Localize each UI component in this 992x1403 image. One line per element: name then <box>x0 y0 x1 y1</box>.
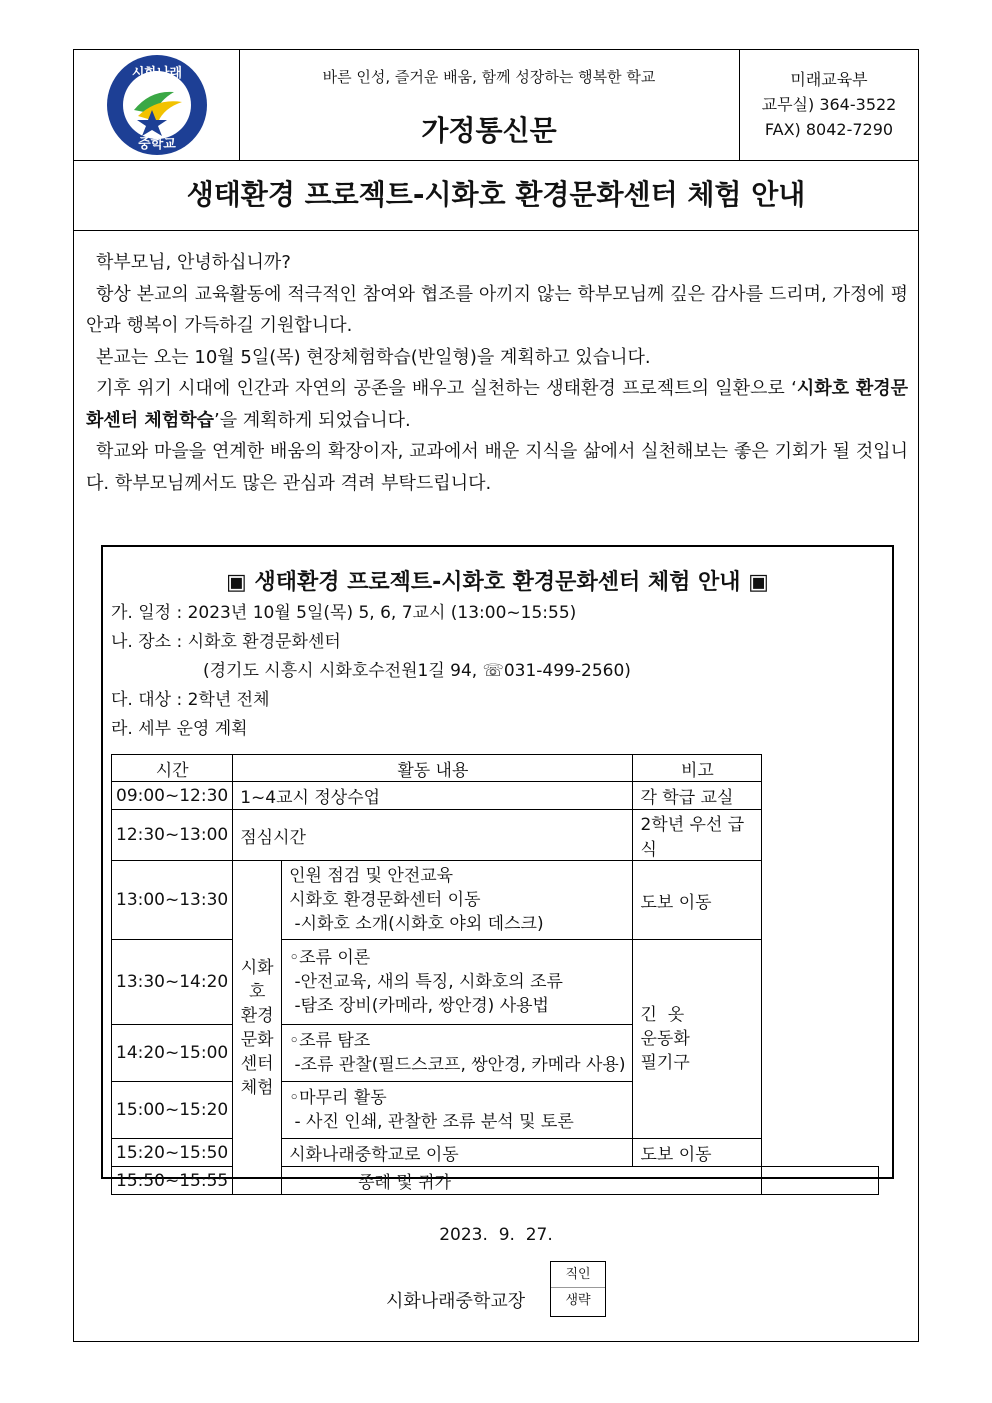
header-note: 비고 <box>633 755 762 782</box>
table-row <box>112 861 879 940</box>
activity-line: ◦조류 이론 <box>289 948 371 968</box>
text-span: ’을 계획하게 되었습니다. <box>213 409 411 431</box>
activity-cell <box>282 1025 633 1082</box>
note-cell <box>633 940 762 1139</box>
official-stamp-box <box>550 1261 606 1317</box>
table-row <box>112 810 879 861</box>
letter-date: 2023. 9. 27. <box>439 1225 553 1245</box>
logo-top-text: 시화나래 <box>131 66 183 81</box>
info-box <box>101 545 894 1193</box>
info-list <box>111 599 892 744</box>
schedule-table <box>111 754 879 1195</box>
body-paragraph: 본교는 오는 10월 5일(목) 현장체험학습(반일형)을 계획하고 있습니다. <box>96 346 651 368</box>
category-line: 문화 <box>240 1029 274 1050</box>
category-line: 시화호 <box>240 957 274 1002</box>
contact-cell <box>740 50 918 160</box>
document-page <box>73 49 919 1342</box>
header-time: 시간 <box>112 755 233 782</box>
note-cell: 도보 이동 <box>633 1139 762 1167</box>
school-motto: 바른 인성, 즐거운 배움, 함께 성장하는 행복한 학교 <box>322 68 656 86</box>
activity-line: 인원 점검 및 안전교육 <box>289 866 454 886</box>
note-line: 긴 옷 <box>640 1005 685 1025</box>
category-line: 환경 <box>240 1005 274 1026</box>
table-header-row <box>112 755 879 782</box>
table-row <box>112 1139 879 1167</box>
table-row <box>112 782 879 810</box>
time-cell: 15:50~15:55 <box>112 1167 233 1195</box>
activity-cell: 점심시간 <box>233 810 633 861</box>
note-cell <box>762 1167 879 1195</box>
activity-cell <box>282 940 633 1025</box>
activity-cell: 시화나래중학교로 이동 <box>282 1139 633 1167</box>
school-logo <box>102 50 212 160</box>
greeting: 학부모님, 안녕하십니까? <box>96 252 291 273</box>
schedule-line: 가. 일정 : 2023년 10월 5일(목) 5, 6, 7교시 (13:00~15:55) <box>111 603 577 623</box>
logo-cell <box>74 50 240 160</box>
note-cell: 각 학급 교실 <box>633 782 762 810</box>
table-row <box>112 940 879 1025</box>
text-span: 기후 위기 시대에 인간과 자연의 공존을 배우고 실천하는 생태환경 프로젝트의 일환으로 ‘ <box>96 378 797 399</box>
note-line: 운동화 <box>640 1029 690 1049</box>
body-paragraph: 항상 본교의 교육활동에 적극적인 참여와 협조를 아끼지 않는 학부모님께 깊은 감사를 드리며, 가정에 평안과 행복이 가득하길 기원합니다. <box>86 283 908 336</box>
note-cell: 2학년 우선 급식 <box>633 810 762 861</box>
activity-line: ◦조류 탐조 <box>289 1031 371 1051</box>
category-line: 체험 <box>240 1077 274 1098</box>
table-row <box>112 1025 879 1082</box>
time-cell: 15:00~15:20 <box>112 1082 233 1139</box>
body-paragraph: 학교와 마을을 연계한 배움의 확장이자, 교과에서 배운 지식을 삶에서 실천해보는 좋은 기회가 될 것입니다. 학부모님께서도 많은 관심과 격려 부탁드립니다. <box>86 441 908 494</box>
paper-title: 가정통신문 <box>421 114 557 147</box>
letter-header <box>74 50 918 161</box>
activity-cell: 종례 및 귀가 <box>282 1167 762 1195</box>
activity-line: - 사진 인쇄, 관찰한 조류 분석 및 토론 <box>289 1112 574 1132</box>
emphasis-text: 시화호 환경문화센터 체험학습 <box>86 378 908 431</box>
letter-body <box>86 247 908 499</box>
activity-line: -탐조 장비(카메라, 쌍안경) 사용법 <box>289 996 549 1016</box>
plan-line: 라. 세부 운영 계획 <box>111 719 248 739</box>
category-cell <box>233 861 282 1195</box>
time-cell: 12:30~13:00 <box>112 810 233 861</box>
body-paragraph <box>86 373 908 436</box>
time-cell: 09:00~12:30 <box>112 782 233 810</box>
activity-cell <box>282 1082 633 1139</box>
header-activity: 활동 내용 <box>233 755 633 782</box>
box-title: ▣ 생태환경 프로젝트-시화호 환경문화센터 체험 안내 ▣ <box>226 570 769 595</box>
stamp-bottom: 생략 <box>551 1287 605 1313</box>
activity-line: -안전교육, 새의 특징, 시화호의 조류 <box>289 972 563 992</box>
activity-line: -시화호 소개(시화호 야외 데스크) <box>289 914 544 934</box>
activity-line: 시화호 환경문화센터 이동 <box>289 890 481 910</box>
category-line: 센터 <box>240 1053 274 1074</box>
table-row <box>112 1082 879 1139</box>
title-cell <box>239 50 740 160</box>
signer-name: 시화나래중학교장 <box>386 1291 526 1312</box>
logo-bottom-text: 중학교 <box>138 137 176 152</box>
time-cell: 13:00~13:30 <box>112 861 233 940</box>
fax-number: FAX) 8042-7290 <box>764 120 894 139</box>
activity-line: ◦마무리 활동 <box>289 1088 387 1108</box>
activity-line: -조류 관찰(필드스코프, 쌍안경, 카메라 사용) <box>289 1055 626 1075</box>
office-phone: 교무실) 364-3522 <box>761 95 897 114</box>
address-line: (경기도 시흥시 시화호수전원1길 94, ☏031-499-2560) <box>203 661 631 681</box>
note-line: 필기구 <box>640 1053 690 1073</box>
main-title: 생태환경 프로젝트-시화호 환경문화센터 체험 안내 <box>74 160 918 231</box>
target-line: 다. 대상 : 2학년 전체 <box>111 690 270 710</box>
time-cell: 14:20~15:00 <box>112 1025 233 1082</box>
place-line: 나. 장소 : 시화호 환경문화센터 <box>111 632 341 652</box>
activity-cell <box>282 861 633 940</box>
time-cell: 13:30~14:20 <box>112 940 233 1025</box>
table-row <box>112 1167 879 1195</box>
stamp-top: 직인 <box>565 1267 591 1282</box>
time-cell: 15:20~15:50 <box>112 1139 233 1167</box>
department: 미래교육부 <box>790 70 868 89</box>
note-cell: 도보 이동 <box>633 861 762 940</box>
activity-cell: 1~4교시 정상수업 <box>233 782 633 810</box>
